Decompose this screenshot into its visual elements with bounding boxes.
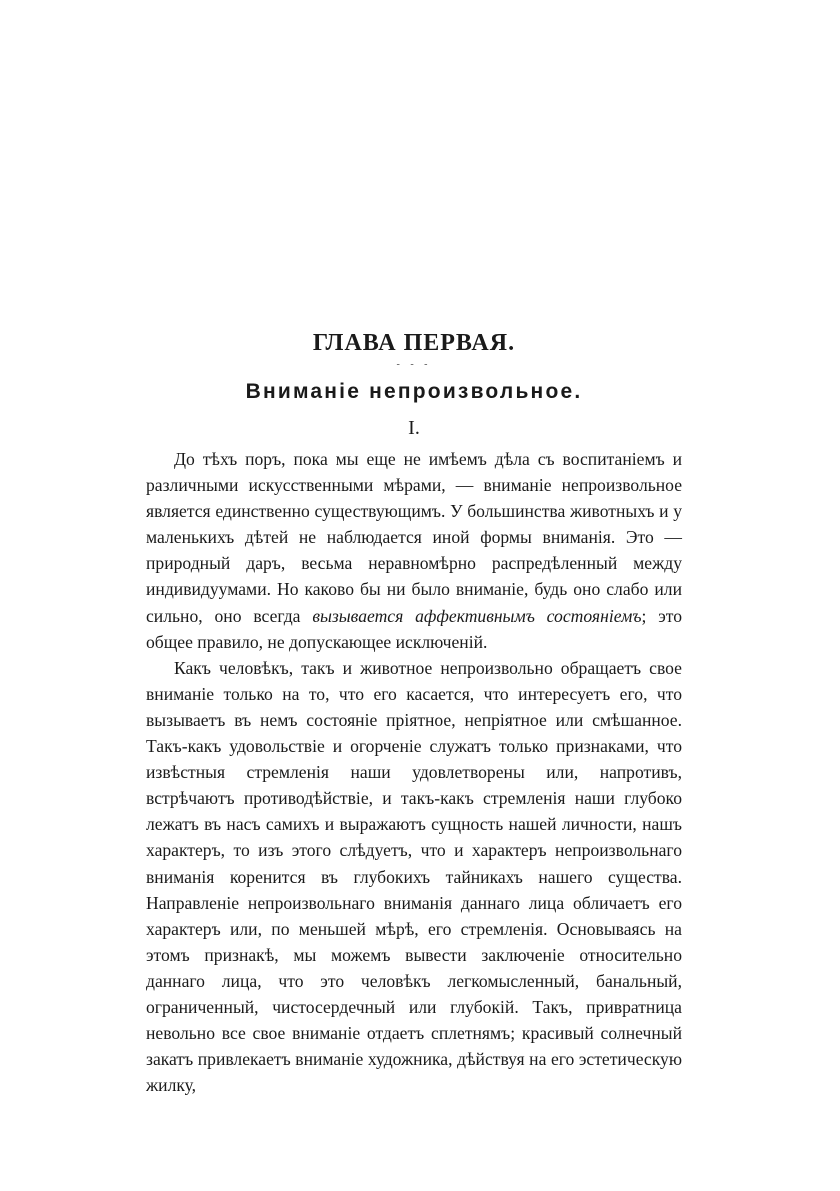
- chapter-title: ГЛАВА ПЕРВАЯ.: [312, 330, 516, 356]
- paragraph-1-tail: ; это общее правило, не допускающее исключеній.: [146, 605, 683, 652]
- paragraph-1-emphasis: вызывается аффективнымъ состояніемъ: [312, 605, 642, 626]
- paragraph-2: Какъ человѣкъ, такъ и животное непроизвольно обращаетъ свое вниманіе только на то, что его касается, что интересуетъ его, что вызываетъ въ немъ состояніе пріятное, непріятное или смѣшанное. Такъ-какъ удовольствіе и огорченіе служатъ только признаками, что извѣстныя стремленія наши удовлетворены или, напротивъ, встрѣчаютъ противодѣйствіе, и такъ-какъ стремленія наши глубоко лежатъ въ насъ самихъ и выражаютъ сущность нашей личности, нашъ характеръ, то изъ этого слѣдуетъ, что и характеръ непроизвольнаго вниманія коренится въ глубокихъ тайникахъ нашего существа. Направленіе непроизвольнаго вниманія даннаго лица обличаетъ его характеръ или, по меньшей мѣрѣ, его стремленія. Основываясь на этомъ признакѣ, мы можемъ вывести заключеніе относительно даннаго лица, что это человѣкъ легкомысленный, банальный, ограниченный, чистосердечный или глубокій. Такъ, привратница невольно все свое вниманіе отдаетъ сплетнямъ; красивый солнечный закатъ привлекаетъ вниманіе художника, дѣйствуя на его эстетическую жилку,: [146, 657, 682, 1096]
- title-ornament: - - -: [396, 359, 432, 370]
- book-page: [146, 328, 682, 1098]
- section-number: I.: [408, 417, 420, 439]
- paragraph-1: [146, 446, 682, 655]
- body-text: [146, 446, 682, 1098]
- paragraph-1-text: До тѣхъ поръ, пока мы еще не имѣемъ дѣла съ воспитаніемъ и различными искусственными мѣрами, — вниманіе непроизвольное является единственно существующимъ. У большинства животныхъ и у маленькихъ дѣтей не наблюдается иной формы вниманія. Это — природный даръ, весьма неравномѣрно распредѣленный между индивидуумами. Но каково бы ни было вниманіе, будь оно слабо или сильно, оно всегда: [146, 449, 682, 626]
- section-title: Вниманіе непроизвольное.: [245, 380, 583, 403]
